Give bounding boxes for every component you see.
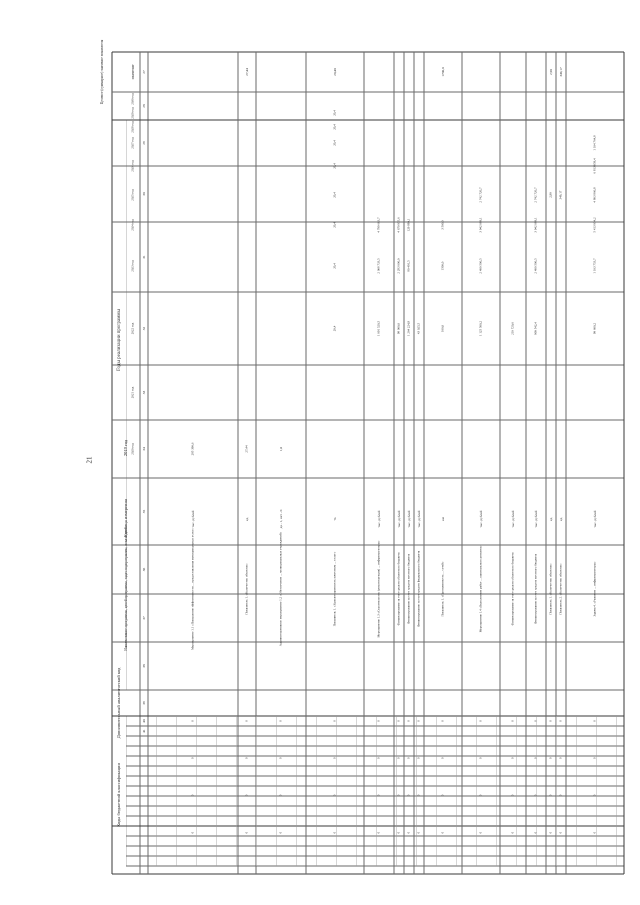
- column-number: 38: [141, 664, 146, 668]
- row-base-value: 1,0: [278, 446, 283, 452]
- code-digit: 0: [376, 831, 381, 834]
- code-digit: 0: [244, 757, 249, 759]
- row-value: 43 025,5: [416, 322, 421, 335]
- row-value: 80 491,5: [406, 260, 411, 272]
- code-digit: 0: [533, 794, 538, 797]
- column-number: 30: [141, 192, 146, 196]
- column-number: 29: [141, 141, 146, 145]
- row-final-value: 27,44: [244, 68, 249, 76]
- year-header-1: 2021 год: [130, 386, 135, 399]
- header-name: Наименование программы, целей программы, задач подпрограммы, показателей: [123, 527, 128, 651]
- code-digit: 0: [278, 831, 283, 834]
- row-name: Показатель 1. «Удовлетворенность качеством ... услуг»: [332, 551, 337, 627]
- code-digit: 0: [533, 720, 538, 722]
- row-unit: тыс. рублей: [478, 510, 483, 528]
- code-digit: 0: [558, 831, 563, 834]
- row-value: 20,4: [332, 110, 337, 116]
- row-unit: ед.: [244, 516, 249, 522]
- year-header-0: 2020 год: [130, 443, 135, 455]
- year-header-8: 2028 год: [130, 121, 135, 133]
- row-value: 2 008 733,5: [376, 258, 381, 274]
- column-number: 27: [141, 70, 146, 74]
- code-digit: 0: [190, 794, 195, 797]
- row-unit: да - 1, нет - 0: [278, 509, 283, 529]
- row-name: Финансирование за счет средств федерального бюджета: [416, 550, 421, 628]
- row-value: 2 742 720,7: [533, 187, 538, 203]
- row-value: 20,4: [332, 124, 337, 130]
- row-value: 20,4: [332, 192, 337, 198]
- code-digit: 0: [376, 794, 381, 797]
- code-digit: 0: [332, 794, 337, 797]
- row-value: 1 264 224,8: [406, 320, 411, 337]
- column-number: 35: [141, 509, 146, 514]
- row-value: 2 742 720,7: [478, 187, 483, 203]
- column-number: 33: [141, 390, 146, 395]
- row-unit: тыс. рублей: [190, 510, 195, 528]
- row-value: 20,4: [332, 325, 337, 332]
- row-value: 1 125 500,2: [478, 320, 483, 337]
- row-name: Показатель 1. «Количество объектов»: [244, 563, 249, 615]
- code-digit: 0: [244, 794, 249, 797]
- row-name: Показатель 1. «Количество объектов»: [548, 563, 553, 615]
- row-value: 129 880,1: [406, 218, 411, 232]
- header-values: Годы реализации программы: [117, 309, 123, 371]
- row-value: 3 942 089,1: [533, 217, 538, 233]
- row-unit: тыс. рублей: [533, 510, 538, 528]
- code-digit: 0: [548, 794, 553, 797]
- row-name: Финансирование за счет средств областного бюджета: [396, 552, 401, 626]
- row-name: Задача 4. «Развитие ... инфраструктуры»: [592, 561, 597, 617]
- code-digit: 0: [548, 720, 553, 722]
- code-digit: 0: [332, 720, 337, 722]
- code-digit: 0: [406, 794, 411, 797]
- code-digit: 0: [416, 757, 421, 759]
- row-name: Мероприятие 1.4 «Выполнение работ ... капитального ремонта»: [478, 545, 483, 633]
- row-final-value: 2,90: [548, 69, 553, 75]
- code-digit: 0: [592, 794, 597, 797]
- row-name: Мероприятие 1.3 «Строительство (реконструкция) ... инфраструктуры»: [376, 540, 381, 638]
- row-value: 909 542,4: [533, 322, 538, 335]
- code-digit: 0: [440, 720, 445, 722]
- row-value: 1 103 753,7: [592, 258, 597, 274]
- row-value: 6 813 059,4: [592, 158, 597, 174]
- code-digit: 0: [396, 831, 401, 834]
- row-value: 4 799 603,7: [376, 217, 381, 233]
- year-header-6: 2026 год: [130, 160, 135, 172]
- row-name: Финансирование за счет средств областного бюджета: [510, 552, 515, 626]
- code-digit: 0: [592, 831, 597, 834]
- code-digit: 0: [406, 831, 411, 834]
- row-unit: км: [440, 517, 445, 521]
- row-value: 1 091 520,5: [376, 320, 381, 337]
- year-header-10: 2030 год: [130, 93, 135, 105]
- code-digit: 0: [548, 757, 553, 759]
- row-unit: тыс. рублей: [396, 510, 401, 528]
- row-value: 20,4: [332, 140, 337, 146]
- code-digit: 0: [478, 831, 483, 834]
- page-number: 21: [85, 456, 94, 464]
- year-header-2: 2022 год: [130, 322, 135, 335]
- code-digit: 0: [510, 757, 515, 759]
- row-value: 2 400 500,5: [478, 258, 483, 274]
- header-base-year: 2019 год: [123, 439, 129, 457]
- code-digit: 0: [416, 794, 421, 797]
- row-unit: тыс. рублей: [406, 510, 411, 528]
- code-digit: 0: [244, 720, 249, 722]
- row-value: 20,4: [332, 222, 337, 228]
- code-digit: 0: [406, 757, 411, 759]
- column-number: 37: [141, 616, 146, 620]
- year-header-5: 2025 год: [130, 189, 135, 201]
- code-digit: 0: [332, 757, 337, 759]
- code-digit: 0: [558, 794, 563, 797]
- row-value: 4 803 860,8: [592, 187, 597, 203]
- header-budget-code: Коды бюджетной классификации: [116, 763, 122, 827]
- code-digit: 0: [190, 720, 195, 722]
- code-digit: 0: [416, 720, 421, 722]
- column-number: 34: [141, 447, 146, 451]
- row-value: 1 104 764,8: [592, 135, 597, 151]
- row-unit: ед.: [548, 516, 553, 522]
- column-number: 39: [141, 701, 146, 705]
- code-digit: 0: [244, 831, 249, 834]
- code-digit: 0: [396, 720, 401, 722]
- header-unit: Единица измерения: [123, 499, 129, 537]
- code-digit: 0: [416, 831, 421, 834]
- code-digit: 0: [396, 794, 401, 797]
- code-digit: 0: [533, 831, 538, 834]
- row-value: 349,17: [558, 190, 563, 200]
- year-header-3: 2023 год: [130, 260, 135, 272]
- code-digit: 0: [190, 757, 195, 759]
- code-digit: 0: [278, 757, 283, 759]
- row-unit: ед.: [558, 516, 563, 522]
- row-name: Финансирование за счет средств местного бюджета: [406, 553, 411, 625]
- header-final: Целевое (суммарное) значение показателя: [99, 39, 104, 105]
- code-digit: 0: [510, 794, 515, 797]
- code-digit: 0: [533, 757, 538, 759]
- row-name: Административное мероприятие 1.2 «Обеспечение ... муниципальных учреждений»: [278, 531, 283, 647]
- row-value: 20,4: [332, 263, 337, 269]
- column-number: 28: [141, 104, 146, 108]
- row-name: Финансирование за счет средств местного бюджета: [533, 553, 538, 625]
- row-name: Показатель 2. «Количество объектов»: [558, 563, 563, 615]
- row-value: 20,4: [332, 163, 337, 169]
- code-digit: 0: [440, 794, 445, 797]
- column-number: 40: [141, 719, 146, 723]
- row-unit: тыс. рублей: [416, 510, 421, 528]
- row-value: 3 942 089,1: [478, 217, 483, 233]
- code-digit: 0: [510, 720, 515, 722]
- row-unit: тыс. рублей: [510, 510, 515, 528]
- row-value: 285 390,6: [190, 442, 195, 456]
- code-digit: 0: [548, 831, 553, 834]
- code-digit: 0: [278, 794, 283, 797]
- row-value: 5 413 954,2: [592, 217, 597, 233]
- code-digit: 0: [592, 757, 597, 759]
- row-unit: тыс. рублей: [592, 510, 597, 528]
- row-name: Мероприятие 1.1 «Повышение эффективности ... предоставления муниципальных услуг»: [190, 528, 195, 650]
- code-digit: 0: [332, 831, 337, 834]
- row-value: 99 600,2: [592, 322, 597, 335]
- row-unit: %: [332, 517, 337, 521]
- row-final-value: 1700,0: [440, 67, 445, 77]
- row-unit: тыс. рублей: [376, 510, 381, 528]
- year-header-9: 2029 год: [130, 107, 135, 119]
- row-value: 210 720,6: [510, 322, 515, 335]
- code-digit: 0: [478, 720, 483, 722]
- column-number: 36: [141, 567, 146, 572]
- row-value: 2 400 500,5: [533, 258, 538, 274]
- row-value: 3 500,0: [440, 220, 445, 230]
- code-digit: 0: [278, 720, 283, 722]
- code-digit: 0: [478, 757, 483, 759]
- year-header-4: 2024 год: [130, 219, 135, 231]
- row-final-value: 349,17: [558, 67, 563, 77]
- row-name: Показатель 1. «Протяженность ... сетей»: [440, 561, 445, 617]
- row-value: 27,44: [244, 445, 249, 453]
- column-number: 41: [141, 729, 146, 733]
- code-digit: 0: [396, 757, 401, 759]
- code-digit: 0: [190, 831, 195, 834]
- code-digit: 0: [558, 757, 563, 759]
- table-grid: [112, 52, 624, 874]
- row-value: 100,0: [440, 324, 445, 333]
- row-value: 98 000,0: [396, 322, 401, 335]
- column-number: 32: [141, 326, 146, 331]
- row-value: 4 670 955,6: [396, 217, 401, 233]
- code-digit: 0: [558, 720, 563, 722]
- code-digit: 0: [440, 757, 445, 759]
- code-digit: 0: [376, 757, 381, 759]
- header-final-sub: значение: [129, 64, 135, 80]
- table-text: [86, 39, 598, 833]
- code-digit: 0: [376, 720, 381, 722]
- row-final-value: 20,40: [332, 68, 337, 76]
- code-digit: 0: [440, 831, 445, 834]
- code-digit: 0: [478, 794, 483, 797]
- row-value: 2 283 000,0: [396, 258, 401, 274]
- row-value: 1500,0: [440, 261, 445, 271]
- year-header-7: 2027 год: [130, 137, 135, 149]
- row-value: 2,90: [548, 192, 553, 198]
- header-extra-code: Дополнительный аналитический код: [116, 667, 122, 739]
- code-digit: 0: [592, 720, 597, 722]
- column-number: 31: [141, 255, 146, 259]
- code-digit: 0: [510, 831, 515, 834]
- code-digit: 0: [406, 720, 411, 722]
